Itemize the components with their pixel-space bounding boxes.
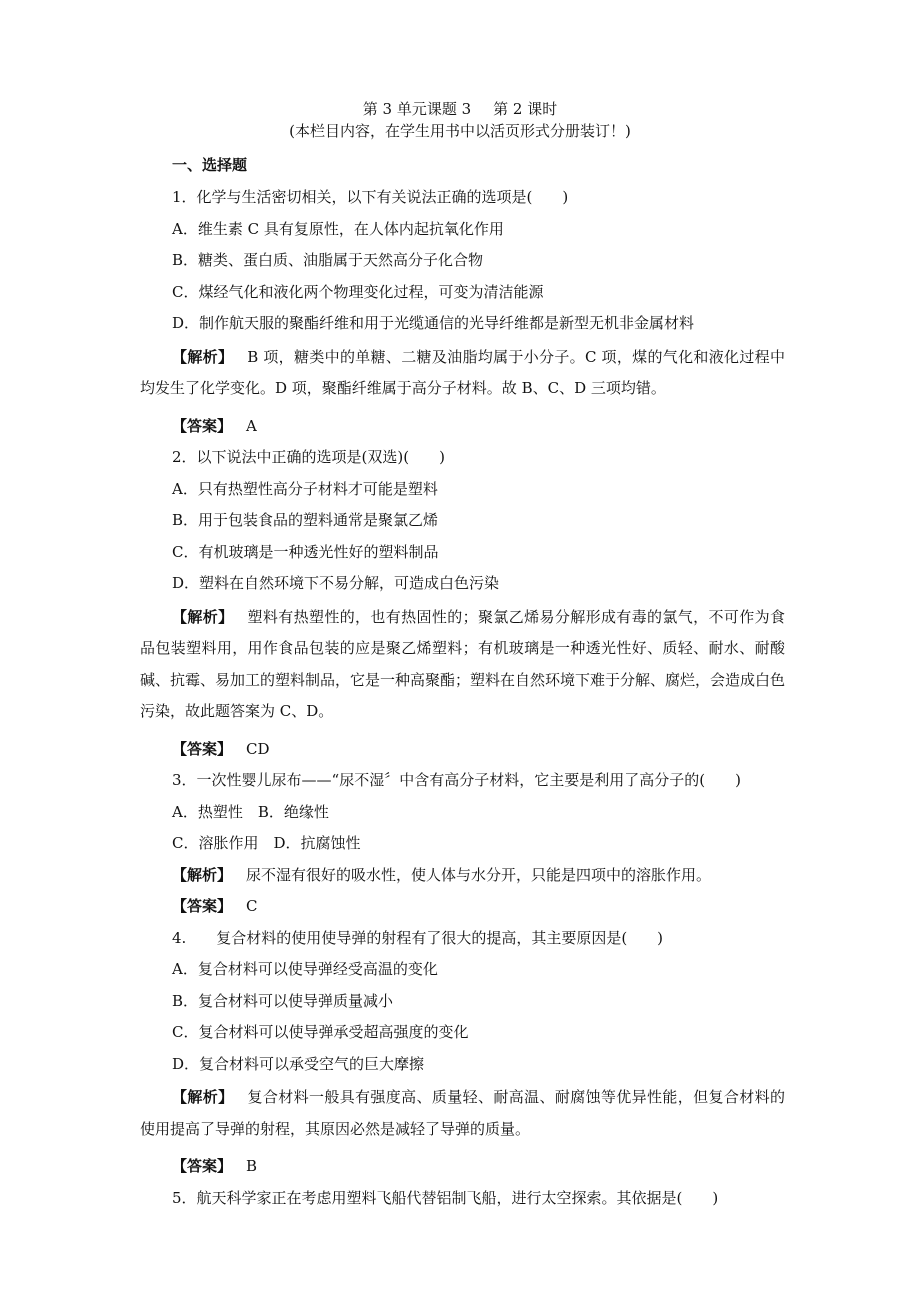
question-stem: 4. 复合材料的使用使导弹的射程有了很大的提高，其主要原因是( ) <box>172 928 664 947</box>
question-2 <box>140 444 785 767</box>
answer-value: A <box>246 416 257 435</box>
question-stem: 2．以下说法中正确的选项是(双选)( ) <box>172 448 445 466</box>
answer-label: 【答案】 <box>172 739 233 758</box>
answer-line <box>140 893 785 925</box>
analysis-block <box>140 342 785 413</box>
option: A．热塑性 B．绝缘性 <box>172 802 329 821</box>
option: B．用于包装食品的塑料通常是聚氯乙烯 <box>172 511 439 529</box>
analysis-text: 塑料有热塑性的，也有热固性的；聚氯乙烯易分解形成有毒的氯气，不可作为食品包装塑料用，用作食品包装的应是聚乙烯塑料；有机玻璃是一种透光性好、质轻、耐水、耐酸碱、抗霉、易加工的塑料制品，它是一种高聚酯；塑料在自然环境下难于分解、腐烂，会造成白色污染，故此题答案为 C、D。 <box>140 607 786 720</box>
question-4 <box>140 925 785 1185</box>
option: D．制作航天服的聚酯纤维和用于光缆通信的光导纤维都是新型无机非金属材料 <box>172 314 695 332</box>
analysis-label: 【解析】 <box>172 347 234 366</box>
option: B．糖类、蛋白质、油脂属于天然高分子化合物 <box>172 251 484 269</box>
answer-label: 【答案】 <box>172 897 233 915</box>
question-5 <box>140 1185 785 1217</box>
option: B．复合材料可以使导弹质量减小 <box>172 991 394 1010</box>
analysis-text: 尿不湿有很好的吸水性，使人体与水分开，只能是四项中的溶胀作用。 <box>246 865 712 884</box>
question-1 <box>140 184 785 444</box>
analysis-line <box>140 862 785 894</box>
analysis-label: 【解析】 <box>172 607 234 626</box>
lesson-subtitle: (本栏目内容，在学生用书中以活页形式分册装订！) <box>289 122 631 140</box>
answer-label: 【答案】 <box>172 1157 233 1175</box>
question-stem: 1．化学与生活密切相关，以下有关说法正确的选项是( ) <box>172 188 569 206</box>
answer-line <box>140 736 785 768</box>
title-right: 第 2 课时 <box>493 100 558 118</box>
section-title: 一、选择题 <box>172 156 248 174</box>
question-3 <box>140 767 785 925</box>
question-list <box>140 184 785 1216</box>
question-stem: 3．一次性婴儿尿布——“尿不湿〞中含有高分子材料，它主要是利用了高分子的( ) <box>172 771 741 789</box>
answer-line <box>140 413 785 445</box>
option: A．维生素 C 具有复原性，在人体内起抗氧化作用 <box>172 219 504 238</box>
option: C．有机玻璃是一种透光性好的塑料制品 <box>172 542 439 561</box>
answer-line <box>140 1153 785 1185</box>
option: C．溶胀作用 D．抗腐蚀性 <box>172 834 361 852</box>
analysis-label: 【解析】 <box>172 865 233 884</box>
answer-value: CD <box>246 739 270 758</box>
analysis-block <box>140 602 785 736</box>
lesson-title <box>0 98 920 120</box>
analysis-block <box>140 1082 785 1153</box>
answer-label: 【答案】 <box>172 416 233 435</box>
answer-value: C <box>246 897 258 915</box>
analysis-text: 复合材料一般具有强度高、质量轻、耐高温、耐腐蚀等优异性能，但复合材料的使用提高了导弹的射程，其原因必然是减轻了导弹的质量。 <box>140 1088 785 1138</box>
option: D．塑料在自然环境下不易分解，可造成白色污染 <box>172 574 500 592</box>
analysis-label: 【解析】 <box>172 1088 234 1106</box>
option: D．复合材料可以承受空气的巨大摩擦 <box>172 1054 425 1073</box>
option: C．复合材料可以使导弹承受超高强度的变化 <box>172 1023 469 1041</box>
option: A．只有热塑性高分子材料才可能是塑料 <box>172 479 438 498</box>
analysis-text: B 项，糖类中的单糖、二糖及油脂均属于小分子。C 项，煤的气化和液化过程中均发生了化学变化。D 项，聚酯纤维属于高分子材料。故 B、C、D 三项均错。 <box>140 347 785 397</box>
title-left: 第 3 单元课题 3 <box>362 100 472 118</box>
option: C．煤经气化和液化两个物理变化过程，可变为清洁能源 <box>172 282 544 301</box>
option: A．复合材料可以使导弹经受高温的变化 <box>172 960 438 978</box>
page-header <box>0 98 920 142</box>
question-stem: 5．航天科学家正在考虑用塑料飞船代替铝制飞船，进行太空探索。其依据是( ) <box>172 1188 719 1207</box>
answer-value: B <box>246 1157 258 1175</box>
